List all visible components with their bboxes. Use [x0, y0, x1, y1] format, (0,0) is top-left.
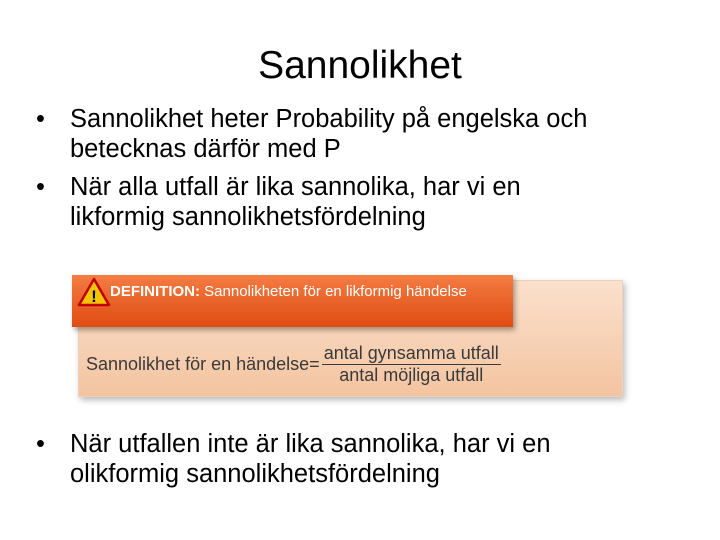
warning-triangle-icon — [77, 277, 111, 307]
definition-header — [72, 275, 513, 327]
formula-numerator: antal gynsamma utfall — [323, 342, 499, 363]
bullet-line: olikformig sannolikhetsfördelning — [70, 460, 440, 488]
bottom-bullet-list — [36, 429, 696, 489]
probability-formula — [86, 344, 501, 384]
slide-title: Sannolikhet — [258, 44, 462, 87]
top-bullet-list — [36, 104, 696, 232]
bullet-line: Sannolikhet heter Probability på engelska och — [70, 105, 588, 133]
bullet-line: betecknas därför med P — [70, 135, 341, 163]
definition-label-text: Sannolikheten för en likformig händelse — [200, 283, 467, 300]
definition-label — [110, 283, 467, 301]
warning-glyph: ! — [91, 287, 97, 306]
bullet-line: likformig sannolikhetsfördelning — [70, 203, 426, 231]
bullet-marker: • — [36, 173, 45, 201]
bullet-marker: • — [36, 105, 45, 133]
bullet-line: När alla utfall är lika sannolika, har vi en — [70, 173, 521, 201]
bullet-marker: • — [36, 430, 45, 458]
formula-denominator: antal möjliga utfall — [339, 364, 484, 385]
bullet-item — [36, 104, 696, 164]
bullet-item — [36, 429, 696, 489]
formula-lhs: Sannolikhet för en händelse= — [86, 353, 320, 374]
bullet-line: När utfallen inte är lika sannolika, har vi en — [70, 430, 551, 458]
formula-fraction — [322, 344, 501, 385]
bullet-item — [36, 172, 696, 232]
definition-label-bold: DEFINITION: — [110, 283, 200, 300]
